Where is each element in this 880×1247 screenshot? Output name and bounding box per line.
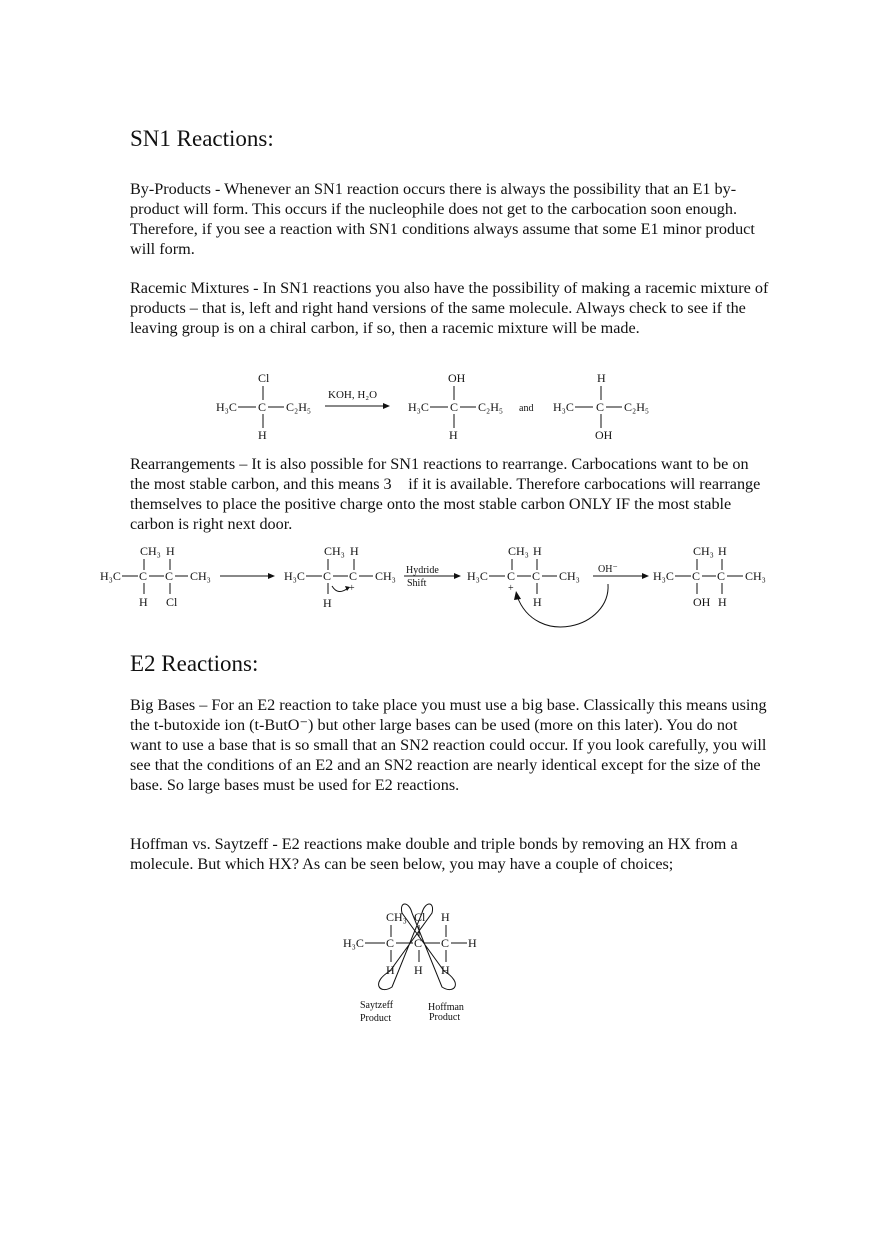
product2-c2h5-label: C₂H₅ xyxy=(624,400,650,414)
m3-h3c-label: H₃C xyxy=(467,569,488,583)
c2-label: C xyxy=(414,936,423,950)
m4-oh-label: OH xyxy=(693,595,711,609)
hoffman-label: Hoffman xyxy=(428,1002,464,1013)
c3-label: C xyxy=(441,936,450,950)
product2-oh-label: OH xyxy=(595,428,613,442)
m4-h-top-label: H xyxy=(718,544,727,558)
m4-ch3-right-label: CH₃ xyxy=(745,569,766,583)
m2-c1-label: C xyxy=(323,569,332,583)
e2-elimination-scheme xyxy=(340,895,500,1030)
m1-cl-label: Cl xyxy=(166,595,178,609)
m3-h-top-label: H xyxy=(533,544,542,558)
h3c-label: H₃C xyxy=(343,936,364,950)
m1-c2-label: C xyxy=(165,569,174,583)
arrow3-head xyxy=(642,573,649,579)
product1-h-label: H xyxy=(449,428,458,442)
m1-c1-label: C xyxy=(139,569,148,583)
m2-ch3-right-label: CH₃ xyxy=(375,569,396,583)
m4-ch3-label: CH₃ xyxy=(693,544,714,558)
e2-heading: E2 Reactions: xyxy=(130,651,259,676)
reaction-arrowhead xyxy=(383,403,390,409)
m4-c2-label: C xyxy=(717,569,726,583)
ch3-label: CH₃ xyxy=(386,910,407,924)
bigbases-paragraph: Big Bases – For an E2 reaction to take place you must use a big base. Classically this means using the t-butoxide ion (t-ButO⁻) but other large bases can be used (more on this later). You do not want to use a base that is so small that an SN2 reaction could occur. If you look carefully, you will see that the conditions of an E2 and an SN2 reaction are nearly identical except for the size of the base. So large bases must be used for E2 reactions. xyxy=(130,696,767,794)
m1-h-bottom-label: H xyxy=(139,595,148,609)
product1-h3c-label: H₃C xyxy=(408,400,429,414)
reagent-label: KOH, H₂O xyxy=(328,389,378,401)
hoffman-product-label: Product xyxy=(429,1012,461,1023)
m2-ch3-label: CH₃ xyxy=(324,544,345,558)
m1-ch3-right-label: CH₃ xyxy=(190,569,211,583)
sn1-heading: SN1 Reactions: xyxy=(130,126,274,151)
m3-c2-label: C xyxy=(532,569,541,583)
reactant-h-label: H xyxy=(258,428,267,442)
h-bottom3-label: H xyxy=(441,963,450,977)
reactant-c2h5-label: C₂H₅ xyxy=(286,400,312,414)
saytzeff-product-label: Product xyxy=(360,1013,392,1024)
m2-c2-label: C xyxy=(349,569,358,583)
oh-minus-label: OH⁻ xyxy=(598,564,618,575)
h-right-label: H xyxy=(468,936,477,950)
saytzeff-label: Saytzeff xyxy=(360,1000,394,1011)
m2-h-top-label: H xyxy=(350,544,359,558)
m4-h-bottom-label: H xyxy=(718,595,727,609)
product1-c2h5-label: C₂H₅ xyxy=(478,400,504,414)
h-top-label: H xyxy=(441,910,450,924)
m1-h-top-label: H xyxy=(166,544,175,558)
hoffman-paragraph: Hoffman vs. Saytzeff - E2 reactions make double and triple bonds by removing an HX from a molecule. But which HX? As can be seen below, you may have a couple of choices; xyxy=(130,835,738,873)
attack-arrow-head xyxy=(514,591,521,600)
m3-c1-label: C xyxy=(507,569,516,583)
m2-h3c-label: H₃C xyxy=(284,569,305,583)
reactant-h3c-label: H₃C xyxy=(216,400,237,414)
product2-h-label: H xyxy=(597,371,606,385)
m4-c1-label: C xyxy=(692,569,701,583)
m3-h-bottom-label: H xyxy=(533,595,542,609)
cl-label: Cl xyxy=(414,910,426,924)
product2-c-label: C xyxy=(596,400,605,414)
h-bottom1-label: H xyxy=(386,963,395,977)
h-bottom2-label: H xyxy=(414,963,423,977)
m3-ch3-right-label: CH₃ xyxy=(559,569,580,583)
m4-h3c-label: H₃C xyxy=(653,569,674,583)
oh-attack-curved-arrow xyxy=(517,584,608,627)
and-label: and xyxy=(519,403,534,414)
racemic-reaction-scheme xyxy=(200,368,680,448)
byproducts-paragraph: By-Products - Whenever an SN1 reaction occurs there is always the possibility that an E1 by-product will form. This occurs if the nucleophile does not get to the carbocation soon enough. Therefore, if you see a reaction with SN1 conditions always assume that some E1 minor product will form. xyxy=(130,180,755,258)
racemic-paragraph: Racemic Mixtures - In SN1 reactions you also have the possibility of making a racemic mixture of products – that is, left and right hand versions of the same molecule. Always check to see if the leaving group is on a chiral carbon, if so, then a racemic mixture will be made. xyxy=(130,279,769,337)
arrow2-head xyxy=(454,573,461,579)
arrow1-head xyxy=(268,573,275,579)
reactant-c-label: C xyxy=(258,400,267,414)
rearrangements-paragraph: Rearrangements – It is also possible for SN1 reactions to rearrange. Carbocations want to be on the most stable carbon, and this means 3 if it is available. Therefore carbocations will rearrange themselves to place the positive charge onto the most stable carbon ONLY IF the most stable carbon is right next door. xyxy=(130,455,749,533)
product2-h3c-label: H₃C xyxy=(553,400,574,414)
product1-oh-label: OH xyxy=(448,371,466,385)
hydride-label: Hydride xyxy=(406,565,439,576)
product1-c-label: C xyxy=(450,400,459,414)
m2-h-bottom-label: H xyxy=(323,596,332,610)
m1-ch3-label: CH₃ xyxy=(140,544,161,558)
m3-plus-label: + xyxy=(508,583,514,594)
m2-plus-label: + xyxy=(349,583,355,594)
reactant-cl-label: Cl xyxy=(258,371,270,385)
m1-h3c-label: H₃C xyxy=(100,569,121,583)
c1-label: C xyxy=(386,936,395,950)
shift-label: Shift xyxy=(407,578,427,589)
m3-ch3-label: CH₃ xyxy=(508,544,529,558)
rearrangement-scheme xyxy=(96,538,786,638)
